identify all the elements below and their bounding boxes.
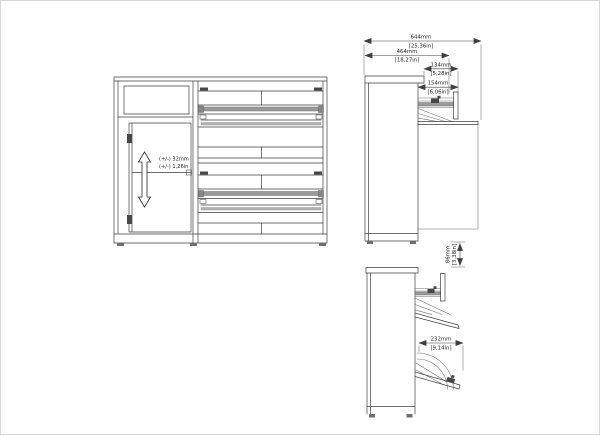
- dim-flap-open-depth: [419, 337, 463, 371]
- lower-open-flap: [415, 353, 460, 390]
- dim-86-mm-label: 86mm: [445, 245, 452, 264]
- dim-464-mm-label: 464mm: [396, 48, 418, 55]
- dim-134-in-label: [5,28in]: [430, 71, 452, 78]
- hinge-mark-icon: [431, 99, 439, 104]
- cabinet-body: [365, 76, 424, 241]
- swing-arc: [417, 353, 454, 390]
- side-view-flaps-open: [366, 268, 463, 418]
- dim-644-mm-label: 644mm: [410, 34, 432, 41]
- shoe-flap-unit-1: [198, 88, 324, 164]
- upper-open-flap: [415, 274, 459, 329]
- up-down-arrow-icon: [139, 152, 151, 207]
- shelf-adjust-in-label: (+/-) 1,26in: [159, 164, 189, 170]
- flap-door-open: [415, 313, 459, 329]
- flap-front-panel: [454, 92, 459, 119]
- shelf-adjust-mm-label: (+/-) 32mm: [159, 156, 189, 163]
- dim-154-mm-label: 154mm: [427, 80, 449, 87]
- hinge-mark-icon: [428, 289, 435, 293]
- clearance-outline: [418, 125, 478, 230]
- foot-right: [319, 243, 326, 246]
- dim-644-in-label: [25,36in]: [408, 43, 434, 50]
- door-outline: [129, 123, 191, 232]
- front-view: [114, 77, 327, 246]
- shoe-flap-unit-2: [198, 172, 324, 235]
- open-shelf-compartment: [118, 86, 193, 117]
- foot-left: [117, 243, 124, 246]
- foot-middle: [190, 243, 197, 246]
- dim-154-in-label: [6,06in]: [427, 89, 449, 96]
- dim-clearance: [445, 242, 465, 267]
- door-hinge-bottom-icon: [127, 215, 132, 224]
- dim-232-mm-label: 232mm: [430, 336, 452, 343]
- dim-232-in-label: [9,14in]: [430, 345, 452, 352]
- dim-134-mm-label: 134mm: [430, 62, 452, 69]
- cabinet-body: [366, 268, 418, 415]
- flap-door-open: [418, 122, 478, 125]
- flap-support-hatch: [418, 109, 452, 122]
- dimension-diagram-svg: [1, 1, 600, 435]
- dim-86-in-label: [3,38in]: [452, 243, 458, 266]
- side-view-top-flap-open: [364, 35, 481, 267]
- dim-flap-front: [424, 62, 458, 93]
- door-hinge-top-icon: [127, 134, 132, 143]
- dim-464-in-label: [18,27in]: [394, 57, 420, 64]
- dim-overall-depth: [364, 35, 481, 120]
- flap-front-panel: [441, 274, 446, 302]
